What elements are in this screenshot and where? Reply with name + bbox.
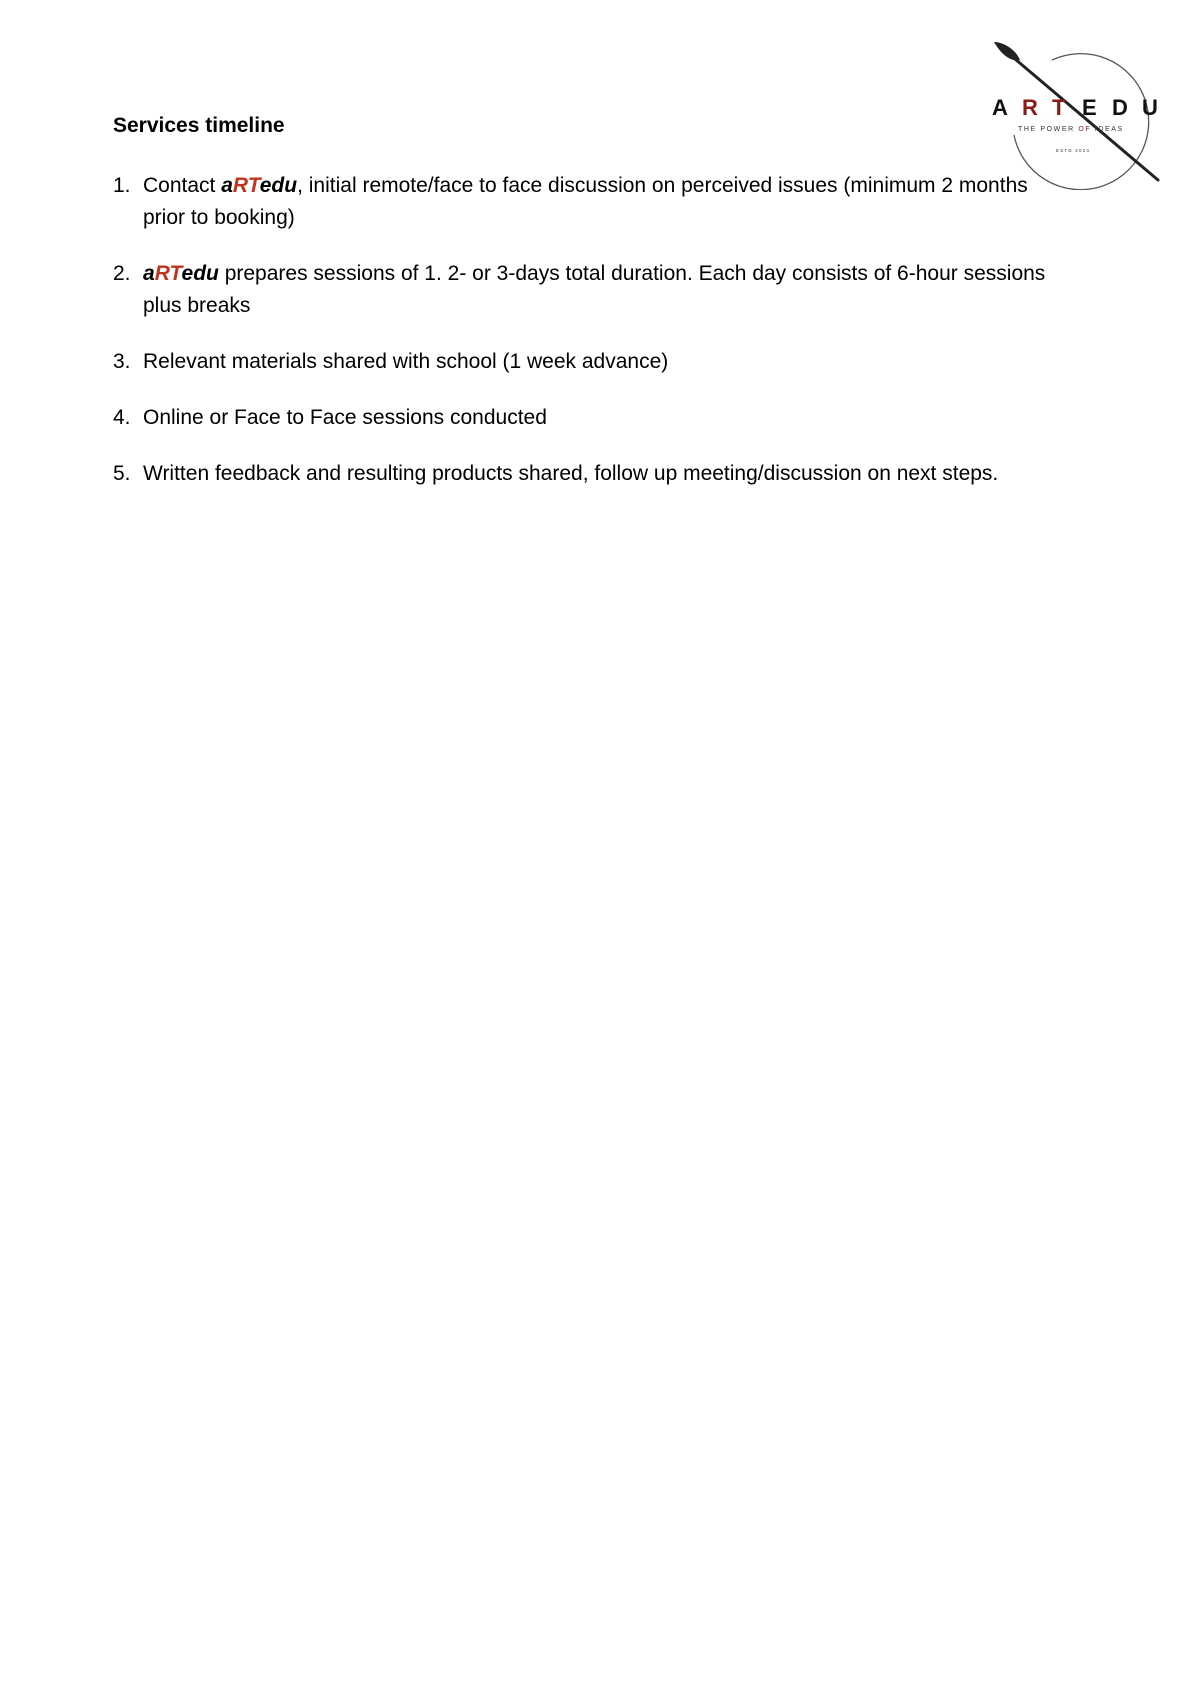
step-text: Relevant materials shared with school (1 week advance) [143,350,669,373]
logo-letter-a: A [992,95,1008,120]
brand-name: aRTedu [221,174,298,197]
logo-letter-d: D [1112,95,1128,120]
timeline-step-1 [113,170,1063,234]
section-heading: Services timeline [113,114,285,137]
services-timeline-list [113,170,1063,514]
logo-letter-t: T [1052,95,1066,120]
logo-established: ESTD 2024 [1056,148,1091,153]
step-number: 3. [113,350,131,373]
step-text: aRTedu prepares sessions of 1. 2- or 3-days total duration. Each day consists of 6-hour sessions plus breaks [143,262,1046,317]
step-number: 4. [113,406,131,429]
step-text: Contact aRTedu, initial remote/face to face discussion on perceived issues (minimum 2 months prior to booking) [143,174,1028,229]
step-number: 5. [113,462,131,485]
step-text: Written feedback and resulting products shared, follow up meeting/discussion on next steps. [143,462,999,485]
paintbrush-logo-icon [990,40,1175,190]
timeline-step-4 [113,402,1063,434]
artedu-logo [990,40,1175,190]
timeline-step-3 [113,346,1063,378]
step-number: 1. [113,174,131,197]
logo-letter-r: R [1022,95,1038,120]
logo-letter-e: E [1082,95,1097,120]
timeline-step-2 [113,258,1063,322]
logo-tagline: THE POWER OF IDEAS [1018,126,1124,133]
logo-letter-u: U [1142,95,1158,120]
brand-name: aRTedu [143,262,219,285]
timeline-step-5 [113,458,1063,490]
step-text: Online or Face to Face sessions conducted [143,406,547,429]
step-number: 2. [113,262,131,285]
